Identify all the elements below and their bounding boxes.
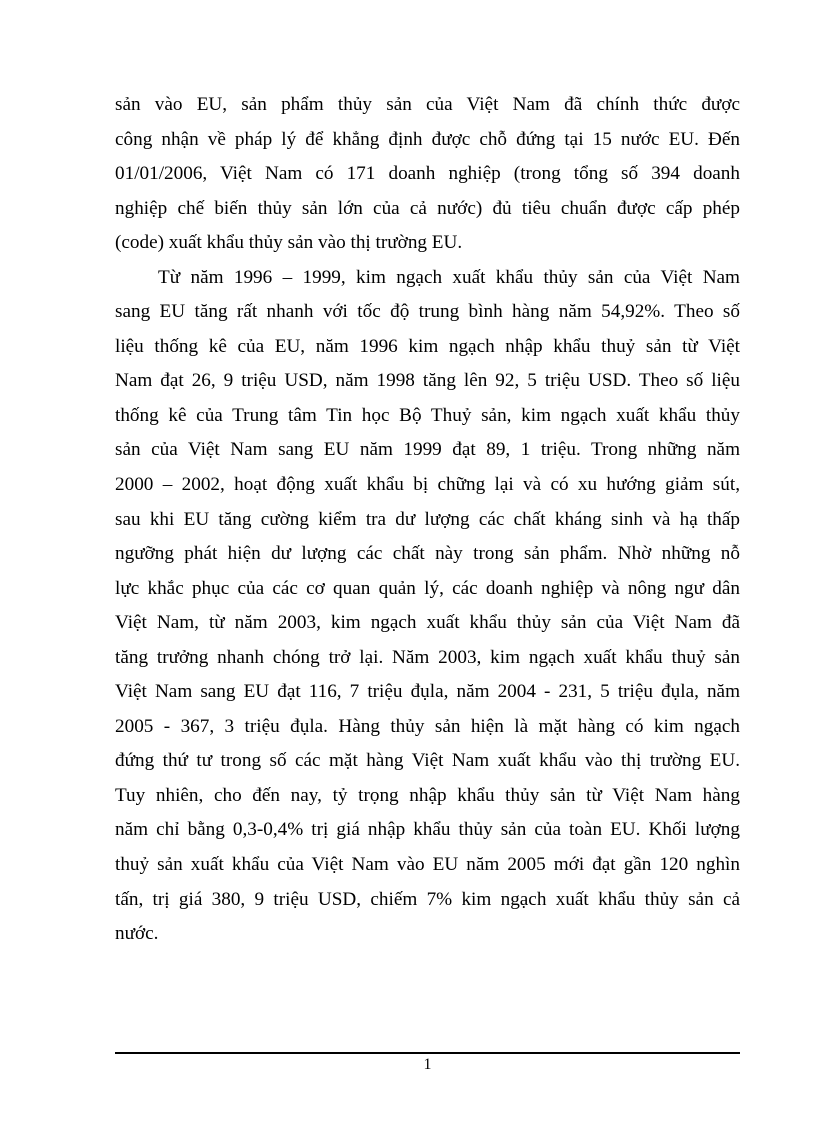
text-line: Từ năm 1996 – 1999, kim ngạch xuất khẩu thủy sản của Việt Nam [158, 266, 740, 288]
text-line: 2000 – 2002, hoạt động xuất khẩu bị chững lại và có xu hướng giảm sút, [115, 474, 740, 496]
text-line: đứng thứ tư trong số các mặt hàng Việt Nam xuất khẩu vào thị trường EU. [115, 750, 740, 772]
text-line: tấn, trị giá 380, 9 triệu USD, chiếm 7% kim ngạch xuất khẩu thủy sản cả [115, 888, 740, 910]
text-line: sản của Việt Nam sang EU năm 1999 đạt 89, 1 triệu. Trong những năm [115, 439, 740, 461]
text-line: công nhận về pháp lý để khẳng định được chỗ đứng tại 15 nước EU. Đến [115, 128, 740, 150]
body-text [115, 88, 740, 952]
text-line: nghiệp chế biến thủy sản lớn của cả nước) đủ tiêu chuẩn được cấp phép [115, 197, 740, 219]
text-line: liệu thống kê của EU, năm 1996 kim ngạch nhập khẩu thuỷ sản từ Việt [115, 335, 740, 357]
text-line: thống kê của Trung tâm Tin học Bộ Thuỷ sản, kim ngạch xuất khẩu thủy [115, 404, 740, 426]
page-number: 1 [423, 1056, 432, 1073]
text-line: (code) xuất khẩu thủy sản vào thị trường EU. [115, 232, 463, 254]
text-line: ngưỡng phát hiện dư lượng các chất này trong sản phẩm. Nhờ những nỗ [115, 543, 740, 565]
footer-divider [115, 1052, 740, 1054]
text-line: nước. [115, 923, 159, 945]
text-line: Nam đạt 26, 9 triệu USD, năm 1998 tăng lên 92, 5 triệu USD. Theo số liệu [115, 370, 740, 392]
text-line: 01/01/2006, Việt Nam có 171 doanh nghiệp (trong tổng số 394 doanh [115, 163, 740, 185]
text-line: Việt Nam, từ năm 2003, kim ngạch xuất khẩu thủy sản của Việt Nam đã [115, 612, 740, 634]
text-line: Việt Nam sang EU đạt 116, 7 triệu đụla, năm 2004 - 231, 5 triệu đụla, năm [115, 681, 740, 703]
text-line: tăng trưởng nhanh chóng trở lại. Năm 2003, kim ngạch xuất khẩu thuỷ sản [115, 646, 740, 668]
text-line: Tuy nhiên, cho đến nay, tỷ trọng nhập khẩu thủy sản từ Việt Nam hàng [115, 784, 740, 806]
text-line: sang EU tăng rất nhanh với tốc độ trung bình hàng năm 54,92%. Theo số [115, 301, 740, 323]
text-line: thuỷ sản xuất khẩu của Việt Nam vào EU năm 2005 mới đạt gần 120 nghìn [115, 854, 740, 876]
text-line: sau khi EU tăng cường kiểm tra dư lượng các chất kháng sinh và hạ thấp [115, 508, 740, 530]
text-line: 2005 - 367, 3 triệu đụla. Hàng thủy sản hiện là mặt hàng có kim ngạch [115, 715, 740, 737]
text-line: năm chỉ bằng 0,3-0,4% trị giá nhập khẩu thủy sản của toàn EU. Khối lượng [115, 819, 740, 841]
paragraph [115, 88, 740, 261]
text-line: sản vào EU, sản phẩm thủy sản của Việt Nam đã chính thức được [115, 94, 740, 115]
text-line: lực khắc phục của các cơ quan quản lý, các doanh nghiệp và nông ngư dân [115, 577, 740, 599]
paragraph [115, 261, 740, 952]
